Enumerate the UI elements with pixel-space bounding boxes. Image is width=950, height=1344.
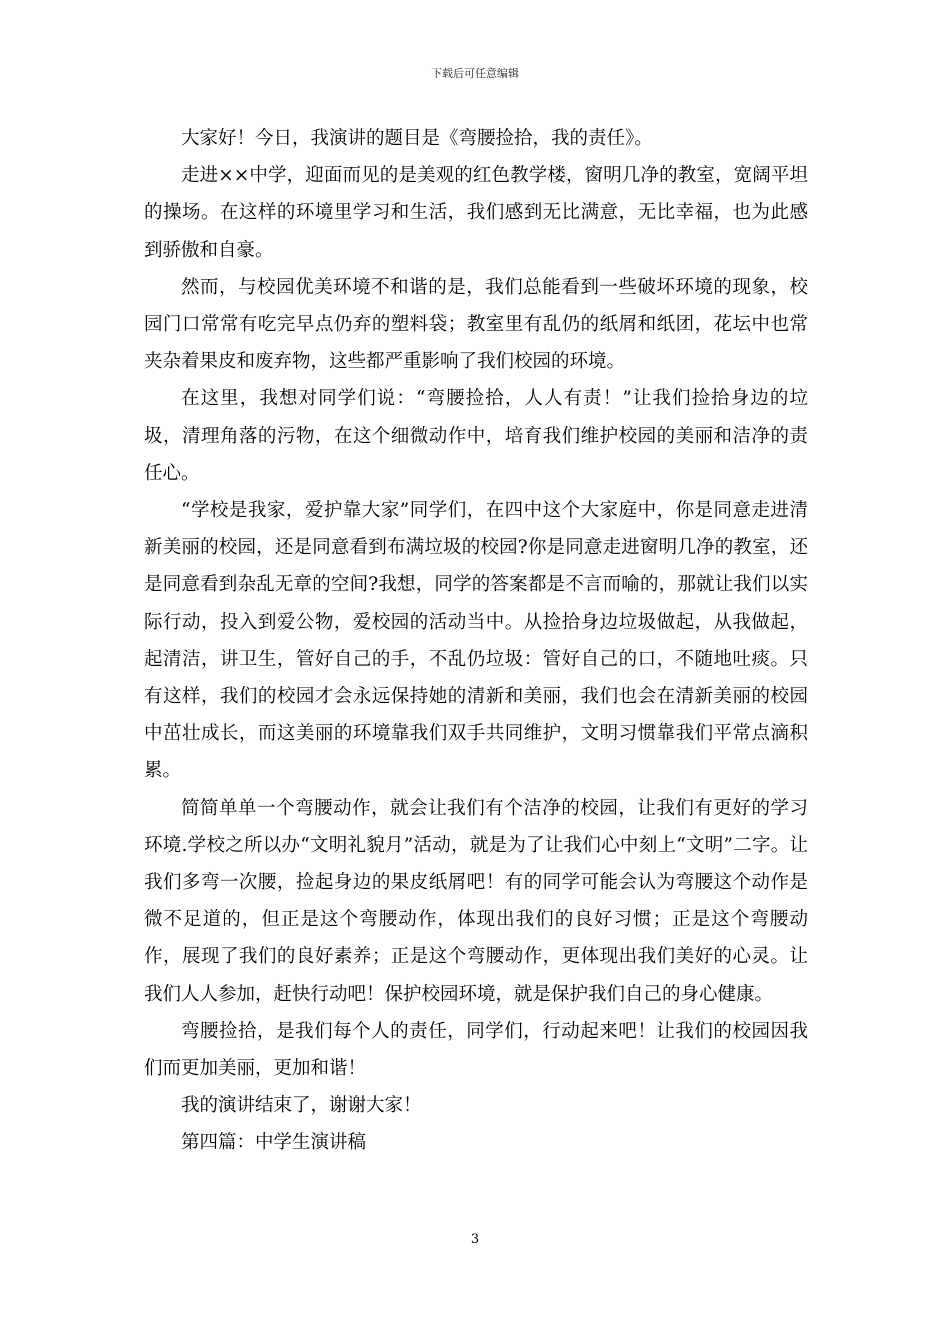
paragraph-school-is-home: “学校是我家，爱护靠大家”同学们，在四中这个大家庭中，你是同意走进清新美丽的校园，还是同意看到布满垃圾的校园?你是同意走进窗明几净的教室，还是同意看到杂乱无章的空间?我想，同学的答案都是不言而喻的，那就让我们以实际行动，投入到爱公物，爱校园的活动当中。从捡拾身边垃圾做起，从我做起，起清洁，讲卫生，管好自己的手，不乱仍垃圾：管好自己的口，不随地吐痰。只有这样，我们的校园才会永远保持她的清新和美丽，我们也会在清新美丽的校园中茁壮成长，而这美丽的环境靠我们双手共同维护，文明习惯靠我们平常点滴积累。 xyxy=(144,500,808,782)
paragraph-closing: 我的演讲结束了，谢谢大家！ xyxy=(181,1095,422,1117)
paragraph-greeting: 大家好！今日，我演讲的题目是《弯腰捡拾，我的责任》。 xyxy=(181,128,653,149)
paragraph-responsibility: 弯腰捡拾，是我们每个人的责任，同学们，行动起来吧！让我们的校园因我们而更加美丽，更加和谐！ xyxy=(144,1020,808,1080)
page-number: 3 xyxy=(470,1232,480,1247)
paragraph-environment-problems: 然而，与校园优美环境不和谐的是，我们总能看到一些破坏环境的现象，校园门口常常有吃完早点仍弃的塑料袋；教室里有乱仍的纸屑和纸团，花坛中也常夹杂着果皮和废弃物，这些都严重影响了我们校园的环境。 xyxy=(144,276,808,373)
section-heading-fourth: 第四篇：中学生演讲稿 xyxy=(181,1132,367,1154)
document-body xyxy=(144,120,808,1162)
paragraph-campus-description: 走进××中学，迎面而见的是美观的红色教学楼，窗明几净的教室，宽阔平坦的操场。在这样的环境里学习和生活，我们感到无比满意，无比幸福，也为此感到骄傲和自豪。 xyxy=(144,165,808,261)
paragraph-call-to-action: 在这里，我想对同学们说：“弯腰捡拾，人人有责！”让我们捡拾身边的垃圾，清理角落的污物，在这个细微动作中，培育我们维护校园的美丽和洁净的责任心。 xyxy=(144,388,808,484)
page-header-note: 下载后可任意编辑 xyxy=(431,67,519,80)
paragraph-simple-bend: 简简单单一个弯腰动作，就会让我们有个洁净的校园，让我们有更好的学习环境.学校之所以办“文明礼貌月”活动，就是为了让我们心中刻上“文明”二字。让我们多弯一次腰，捡起身边的果皮纸屑吧！有的同学可能会认为弯腰这个动作是微不足道的，但正是这个弯腰动作，体现出我们的良好习惯；正是这个弯腰动作，展现了我们的良好素养；正是这个弯腰动作，更体现出我们美好的心灵。让我们人人参加，赶快行动吧！保护校园环境，就是保护我们自己的身心健康。 xyxy=(144,797,808,1005)
